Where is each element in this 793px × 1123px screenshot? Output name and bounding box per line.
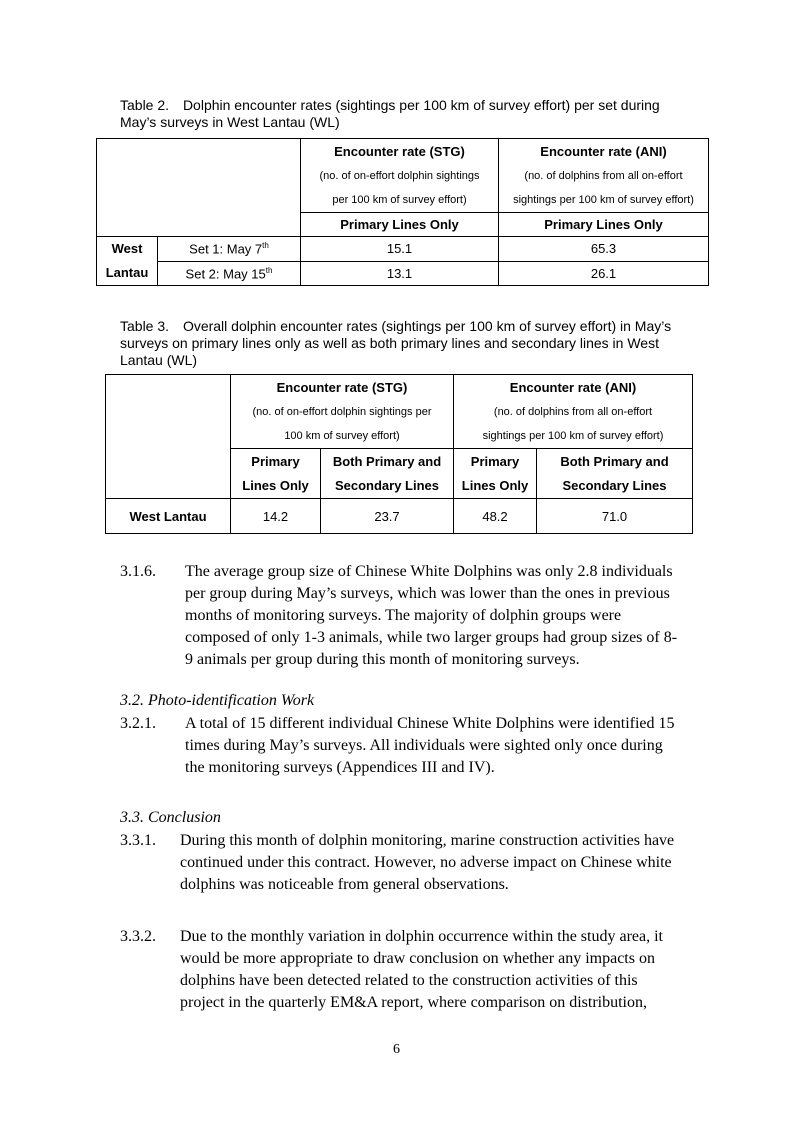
table2-set1-sup: th (262, 241, 269, 251)
table3-stg-title: Encounter rate (STG) (276, 379, 408, 395)
table2-ani-header (499, 139, 709, 213)
paragraph-3-2-1-text: A total of 15 different individual Chinese White Dolphins were identified 15 times during May’s surveys. All individuals were sighted only once during the monitoring surveys (Appendices III and IV). (185, 715, 675, 776)
table2-set1-text: Set 1: May 7 (189, 241, 263, 257)
table3-ani-primary-line2: Lines Only (461, 477, 529, 493)
table2-set2-label (158, 261, 301, 286)
table2-ani-sub2: sightings per 100 km of survey effort) (513, 193, 694, 206)
table2-ani-title: Encounter rate (ANI) (540, 143, 667, 159)
table3-ani-sub2: sightings per 100 km of survey effort) (482, 429, 664, 442)
table3-stg-sub2: 100 km of survey effort) (284, 429, 400, 442)
table2-area-cell (97, 237, 158, 286)
table3-ani-both-header (537, 449, 693, 499)
table3-stg-primary-line1: Primary (251, 453, 300, 469)
table3-ani-primary-line1: Primary (470, 453, 520, 469)
table3-ani-primary-header (454, 449, 537, 499)
table2-stg-header (301, 139, 499, 213)
paragraph-3-3-1-number: 3.3.1. (120, 832, 156, 849)
table3-stg-both-line2: Secondary Lines (334, 477, 440, 493)
table2-set2-ani: 26.1 (499, 261, 709, 286)
table3-caption-text: Overall dolphin encounter rates (sightings per 100 km of survey effort) in May’s surveys on primary lines only as well as both primary lines and secondary lines in West Lantau (WL) (120, 318, 672, 368)
table3-stg-both-line1: Both Primary and (332, 453, 442, 469)
table3-caption (120, 318, 690, 369)
table2 (96, 138, 709, 286)
table3-empty-header (106, 375, 231, 499)
table2-set2-sup: th (265, 265, 273, 275)
table2-empty-header (97, 139, 301, 237)
table3-stg-both-value: 23.7 (321, 499, 454, 534)
heading-3-3: 3.3. Conclusion (120, 809, 221, 826)
table3-stg-primary-line2: Lines Only (242, 477, 309, 493)
table2-area-line1: West (111, 241, 143, 256)
table3-stg-sub1: (no. of on-effort dolphin sightings per (252, 405, 432, 418)
paragraph-3-1-6-number: 3.1.6. (120, 563, 156, 580)
table3-ani-title: Encounter rate (ANI) (509, 379, 637, 395)
paragraph-3-1-6 (120, 561, 680, 671)
paragraph-3-3-2-number: 3.3.2. (120, 928, 156, 945)
table2-set1-stg: 15.1 (301, 237, 499, 262)
table2-stg-sub2: per 100 km of survey effort) (332, 193, 467, 206)
heading-3-2: 3.2. Photo-identification Work (120, 692, 315, 709)
table2-caption (120, 97, 690, 131)
paragraph-3-3-2 (120, 926, 685, 1014)
table3 (105, 374, 693, 534)
table3-stg-primary-value: 14.2 (231, 499, 321, 534)
table2-stg-title: Encounter rate (STG) (334, 143, 465, 159)
paragraph-3-1-6-text: The average group size of Chinese White Dolphins was only 2.8 individuals per group during May’s surveys, which was lower than the ones in previous months of monitoring surveys. The majority of dolphin groups were composed of only 1-3 animals, while two larger groups had group sizes of 8-9 animals per group during this month of monitoring surveys. (185, 563, 678, 668)
table2-set2-stg: 13.1 (301, 261, 499, 286)
paragraph-3-3-1 (120, 830, 685, 896)
table2-stg-primary: Primary Lines Only (301, 213, 499, 237)
table2-set2-text: Set 2: May 15 (185, 265, 266, 281)
table3-stg-both-header (321, 449, 454, 499)
table2-ani-sub1: (no. of dolphins from all on-effort (524, 169, 683, 182)
paragraph-3-3-1-text: During this month of dolphin monitoring, marine construction activities have continued under this contract. However, no adverse impact on Chinese white dolphins was noticeable from general observations. (180, 832, 675, 893)
table3-row-label: West Lantau (106, 499, 231, 534)
table3-stg-primary-header (231, 449, 321, 499)
paragraph-3-3-2-text: Due to the monthly variation in dolphin occurrence within the study area, it would be more appropriate to draw conclusion on whether any impacts on dolphins have been detected related to the construction activities of this project in the quarterly EM&A report, where comparison on distribution, (180, 928, 663, 1011)
table3-ani-both-line1: Both Primary and (560, 453, 669, 469)
table2-set1-ani: 65.3 (499, 237, 709, 262)
table3-ani-header (454, 375, 693, 449)
table3-ani-primary-value: 48.2 (454, 499, 537, 534)
page-number: 6 (393, 1042, 400, 1057)
table3-stg-header (231, 375, 454, 449)
table3-ani-sub1: (no. of dolphins from all on-effort (493, 405, 653, 418)
table2-area-line2: Lantau (105, 265, 149, 280)
paragraph-3-2-1 (120, 713, 680, 779)
table2-caption-number: Table 2. (120, 97, 170, 113)
table2-set1-label (158, 237, 301, 262)
table2-stg-sub1: (no. of on-effort dolphin sightings (319, 169, 480, 182)
table3-caption-number: Table 3. (120, 318, 170, 334)
paragraph-3-2-1-number: 3.2.1. (120, 715, 156, 732)
table2-ani-primary: Primary Lines Only (499, 213, 709, 237)
table2-caption-text: Dolphin encounter rates (sightings per 100 km of survey effort) per set during May’s surveys in West Lantau (WL) (120, 97, 660, 130)
table3-ani-both-value: 71.0 (537, 499, 693, 534)
table3-ani-both-line2: Secondary Lines (562, 477, 667, 493)
